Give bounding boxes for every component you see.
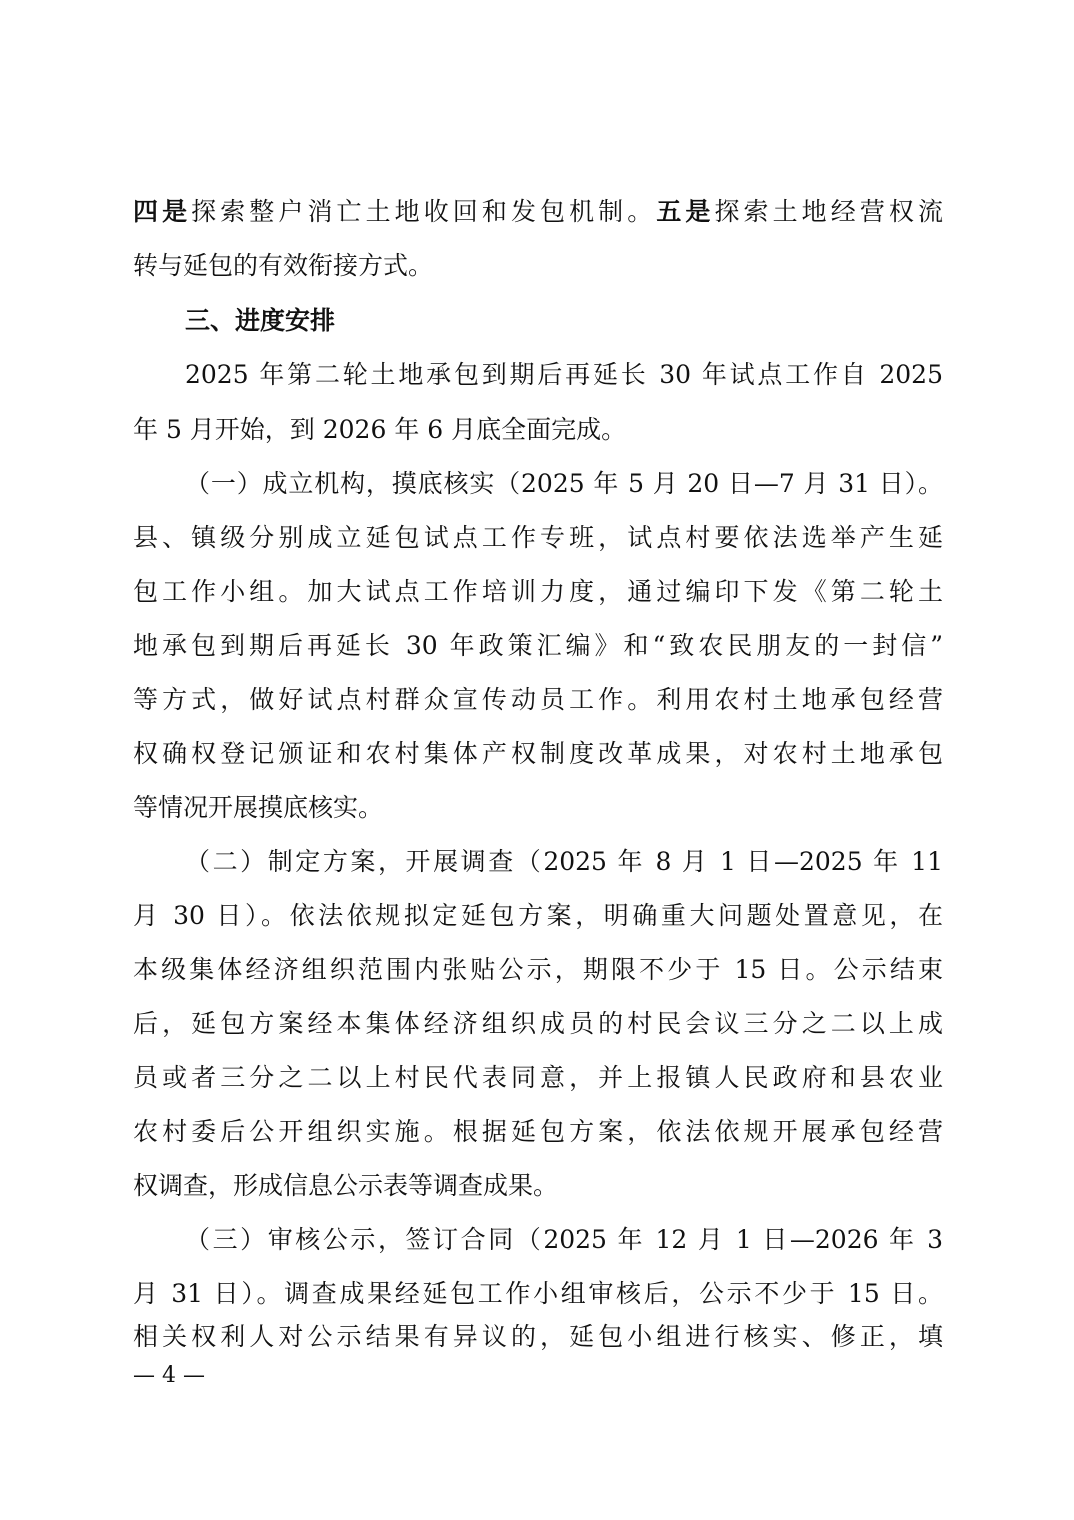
text-line [133,185,943,239]
bold-lead: 五是 [656,197,715,226]
text-line: 月 30 日）。依法依规拟定延包方案，明确重大问题处置意见，在 [133,901,943,930]
text-line: （三）审核公示，签订合同（2025 年 12 月 1 日—2026 年 3 [185,1225,943,1254]
section-heading: 三、进度安排 [185,306,336,335]
text-line: 地承包到期后再延长 30 年政策汇编》和“致农民朋友的一封信” [133,631,943,660]
text-line: 2025 年第二轮土地承包到期后再延长 30 年试点工作自 2025 [185,360,943,389]
text-line: 等方式，做好试点村群众宣传动员工作。利用农村土地承包经营 [133,685,943,714]
text-line: 包工作小组。加大试点工作培训力度，通过编印下发《第二轮土 [133,577,943,606]
text-line: 权调查，形成信息公示表等调查成果。 [133,1171,559,1200]
text-line: 权确权登记颁证和农村集体产权制度改革成果，对农村土地承包 [133,739,943,768]
text-line: 员或者三分之二以上村民代表同意，并上报镇人民政府和县农业 [133,1063,943,1092]
text-span: 探索土地经营权流 [714,197,943,226]
text-line: 农村委后公开组织实施。根据延包方案，依法依规开展承包经营 [133,1117,943,1146]
text-line: 县、镇级分别成立延包试点工作专班，试点村要依法选举产生延 [133,523,943,552]
text-line: 相关权利人对公示结果有异议的，延包小组进行核实、修正，填 [133,1322,943,1351]
text-line: 转与延包的有效衔接方式。 [133,251,434,280]
text-line: 等情况开展摸底核实。 [133,793,384,822]
text-line: 年 5 月开始，到 2026 年 6 月底全面完成。 [133,415,627,444]
text-line: 月 31 日）。调查成果经延包工作小组审核后，公示不少于 15 日。 [133,1279,943,1308]
text-line: （二）制定方案，开展调查（2025 年 8 月 1 日—2025 年 11 [185,847,943,876]
text-line: 后，延包方案经本集体经济组织成员的村民会议三分之二以上成 [133,1009,943,1038]
text-span: 探索整户消亡土地收回和发包机制。 [191,197,657,226]
page-number: — 4 — [133,1363,205,1388]
text-line: （一）成立机构，摸底核实（2025 年 5 月 20 日—7 月 31 日）。 [185,469,943,498]
bold-lead: 四是 [133,197,192,226]
text-line: 本级集体经济组织范围内张贴公示，期限不少于 15 日。公示结束 [133,955,943,984]
